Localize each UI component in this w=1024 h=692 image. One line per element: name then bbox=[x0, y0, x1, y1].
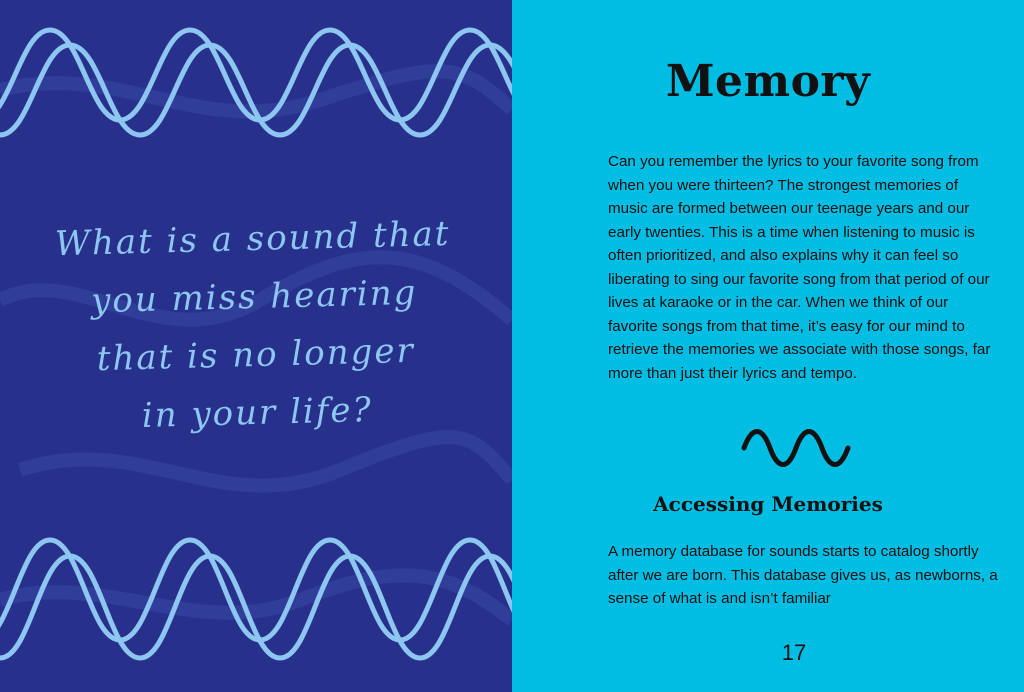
prompt-line: you miss hearing bbox=[90, 272, 418, 322]
right-page bbox=[512, 0, 1024, 692]
page-number: 17 bbox=[781, 640, 807, 665]
body-paragraph-2: A memory database for sounds starts to catalog shortly after we are born. This database gives us, as newborns, a sense of what is and isn’t familiar bbox=[608, 543, 998, 607]
page-title: Memory bbox=[665, 56, 871, 107]
section-subtitle: Accessing Memories bbox=[653, 492, 883, 516]
prompt-line: in your life? bbox=[141, 389, 374, 436]
body-paragraph: Can you remember the lyrics to your favorite song from when you were thirteen? The strongest memories of music are formed between our teenage years and our early twenties. This is a time when listening to music is often prioritized, and also explains why it can feel so liberating to sing our favorite song from that period of our lives at karaoke or in the car. When we think of our favorite songs from that time, it’s easy for our mind to retrieve the memories we associate with those songs, far more than just their lyrics and tempo. bbox=[608, 153, 991, 382]
squiggle-divider-icon bbox=[740, 428, 852, 468]
handwritten-prompt bbox=[27, 204, 483, 448]
prompt-line: that is no longer bbox=[96, 330, 416, 380]
prompt-line: What is a sound that bbox=[54, 213, 451, 265]
